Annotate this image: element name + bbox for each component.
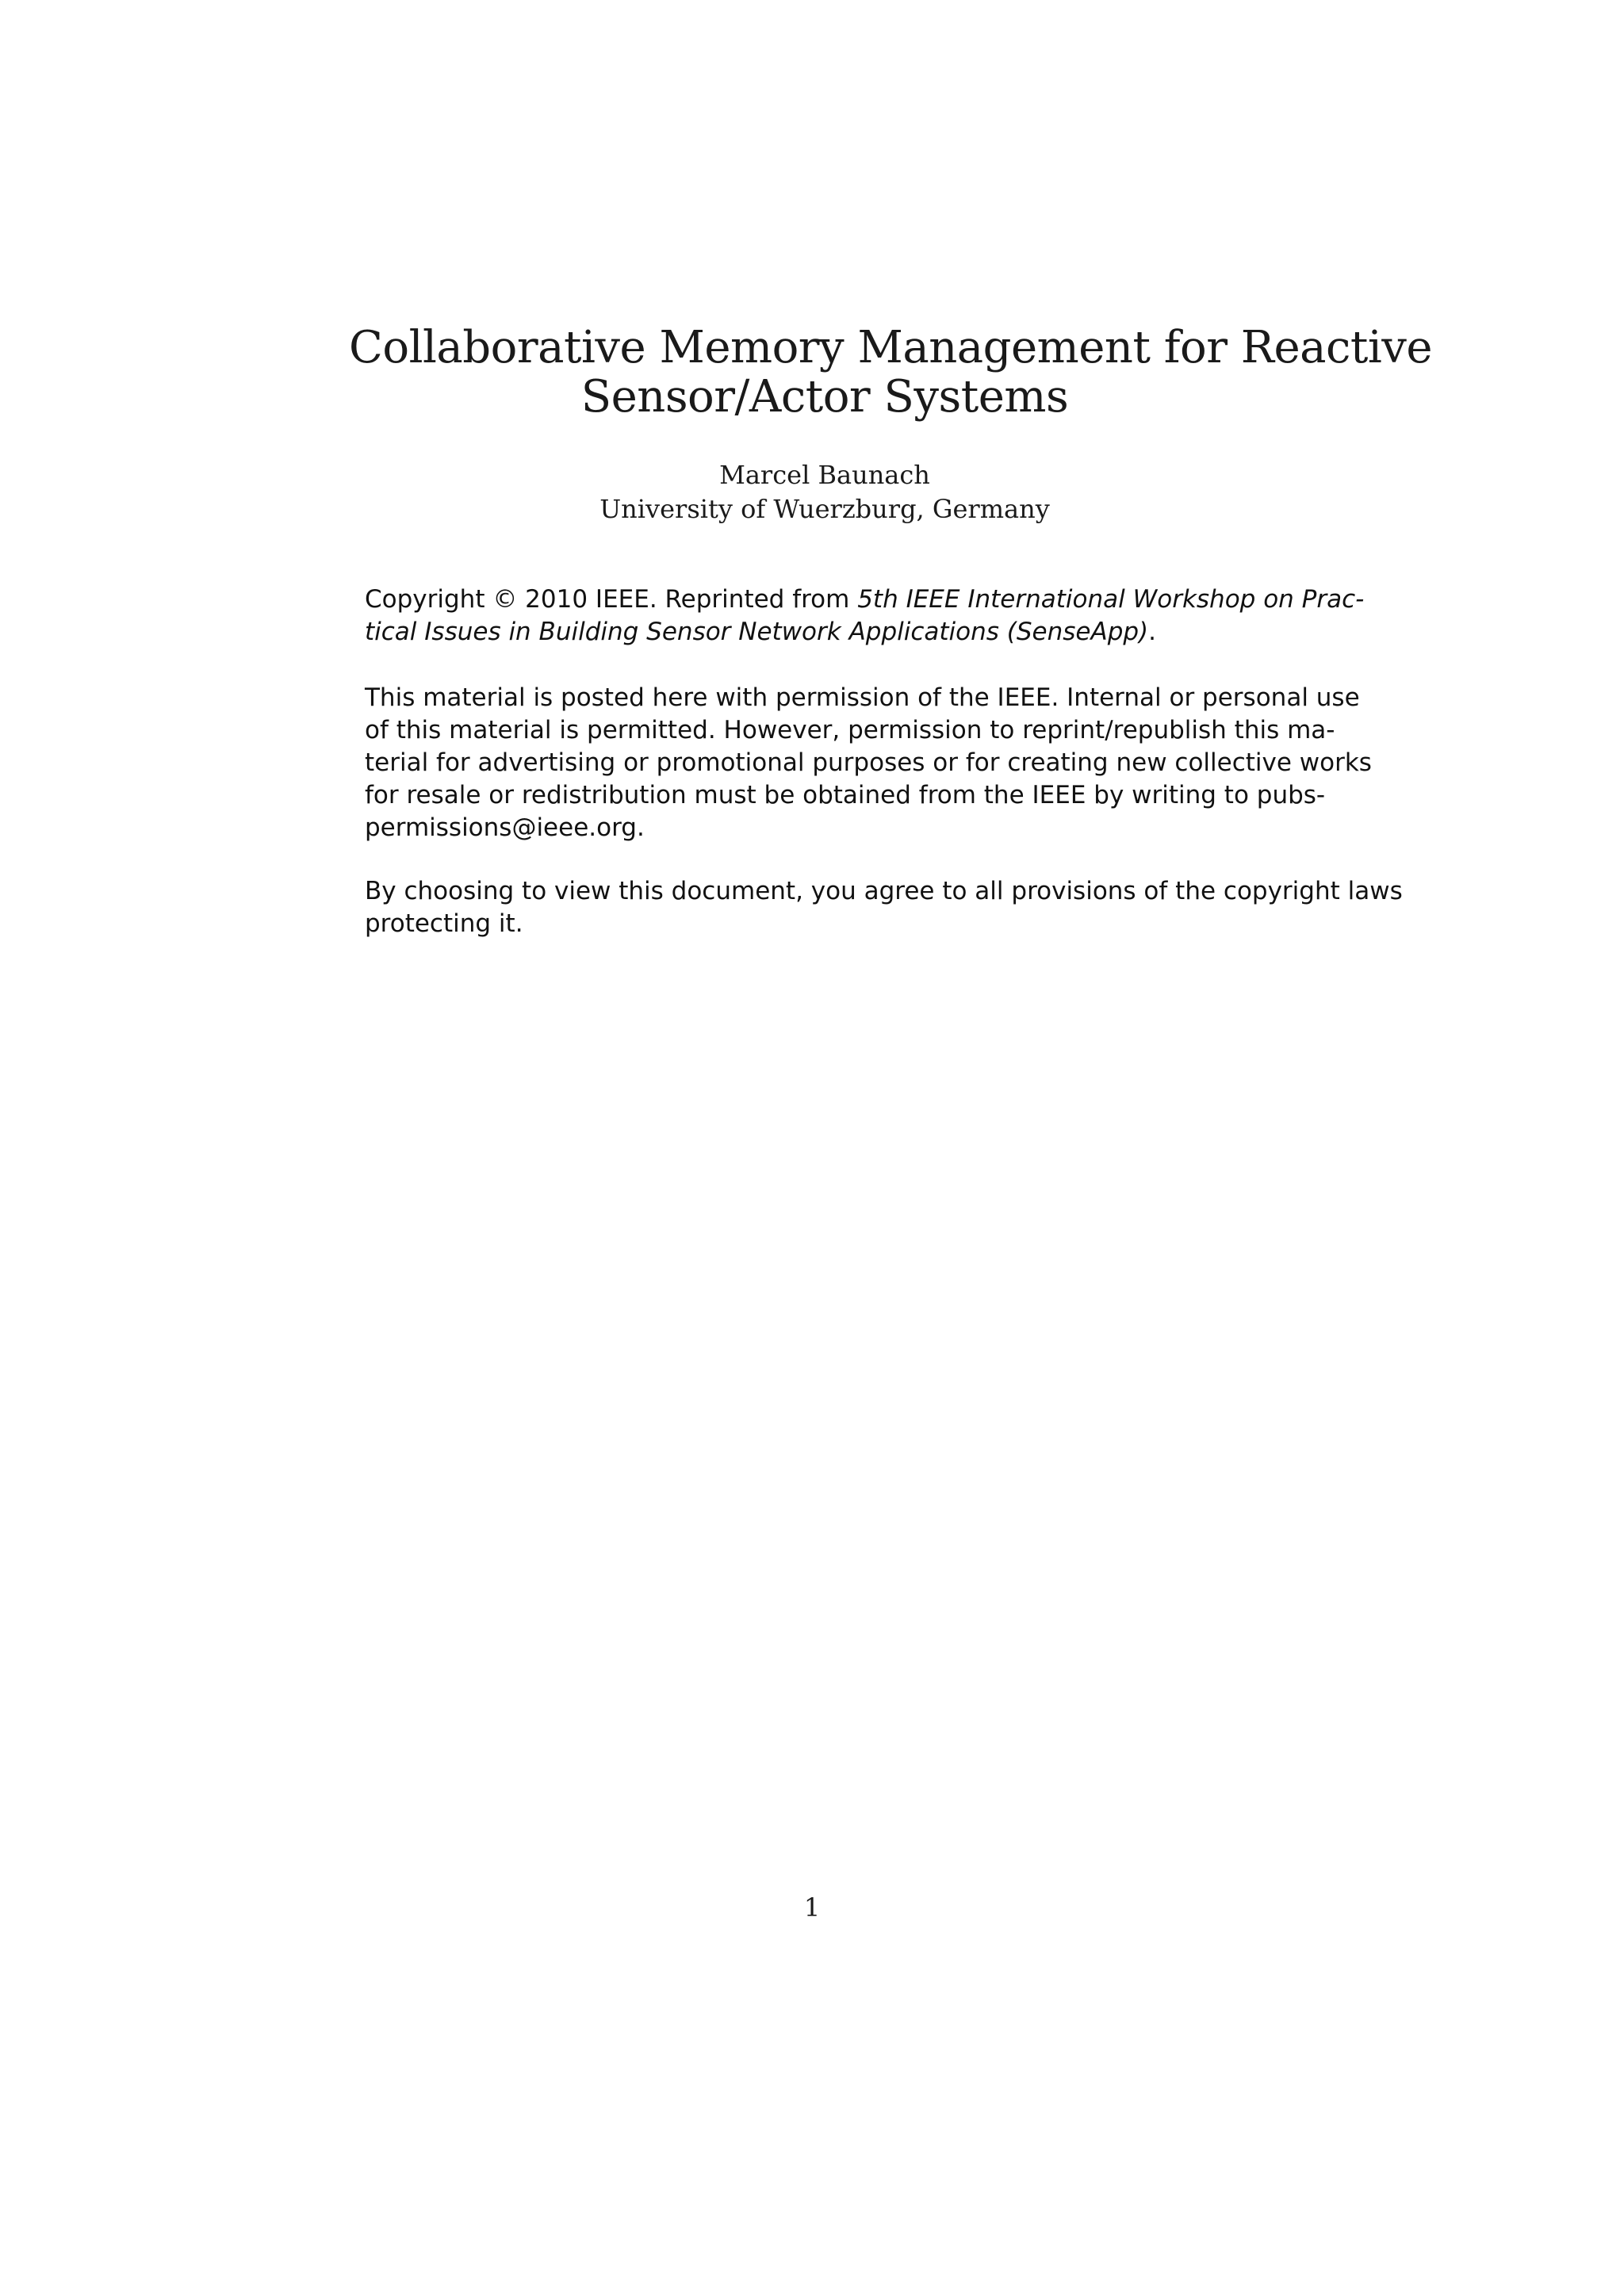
agreement-paragraph (365, 875, 1403, 940)
permission-line-5: permissions@ieee.org. (365, 813, 645, 842)
author-affiliation: University of Wuerzburg, Germany (599, 494, 1050, 524)
title-line-2: Sensor/Actor Systems (580, 371, 1069, 423)
copyright-line-2 (365, 616, 1304, 649)
page-number: 1 (803, 1892, 821, 1923)
permission-line-4: for resale or redistribution must be obtained from the IEEE by writing to pubs- (365, 781, 1326, 809)
copyright-paragraph (365, 584, 1365, 649)
workshop-name-part-1: 5th IEEE International Workshop on Prac- (857, 585, 1365, 614)
author-info (349, 458, 1300, 526)
permission-line-3: terial for advertising or promotional purposes or for creating new collective works (365, 748, 1372, 777)
permission-paragraph (365, 682, 1372, 844)
copyright-line-1 (365, 584, 1365, 616)
permission-line-2: of this material is permitted. However, permission to reprint/republish this ma- (365, 716, 1335, 744)
author-name: Marcel Baunach (719, 460, 930, 490)
workshop-name-part-2: tical Issues in Building Sensor Network Applications (SenseApp) (365, 618, 1149, 646)
paper-title (349, 322, 1433, 423)
agreement-line-1: By choosing to view this document, you agree to all provisions of the copyright laws (365, 877, 1403, 905)
copyright-suffix: . (1148, 618, 1157, 646)
title-line-1: Collaborative Memory Management for Reactive (349, 322, 1433, 373)
agreement-line-2: protecting it. (365, 909, 523, 938)
permission-line-1: This material is posted here with permission of the IEEE. Internal or personal use (365, 683, 1360, 712)
copyright-prefix: Copyright © 2010 IEEE. Reprinted from (365, 585, 858, 614)
